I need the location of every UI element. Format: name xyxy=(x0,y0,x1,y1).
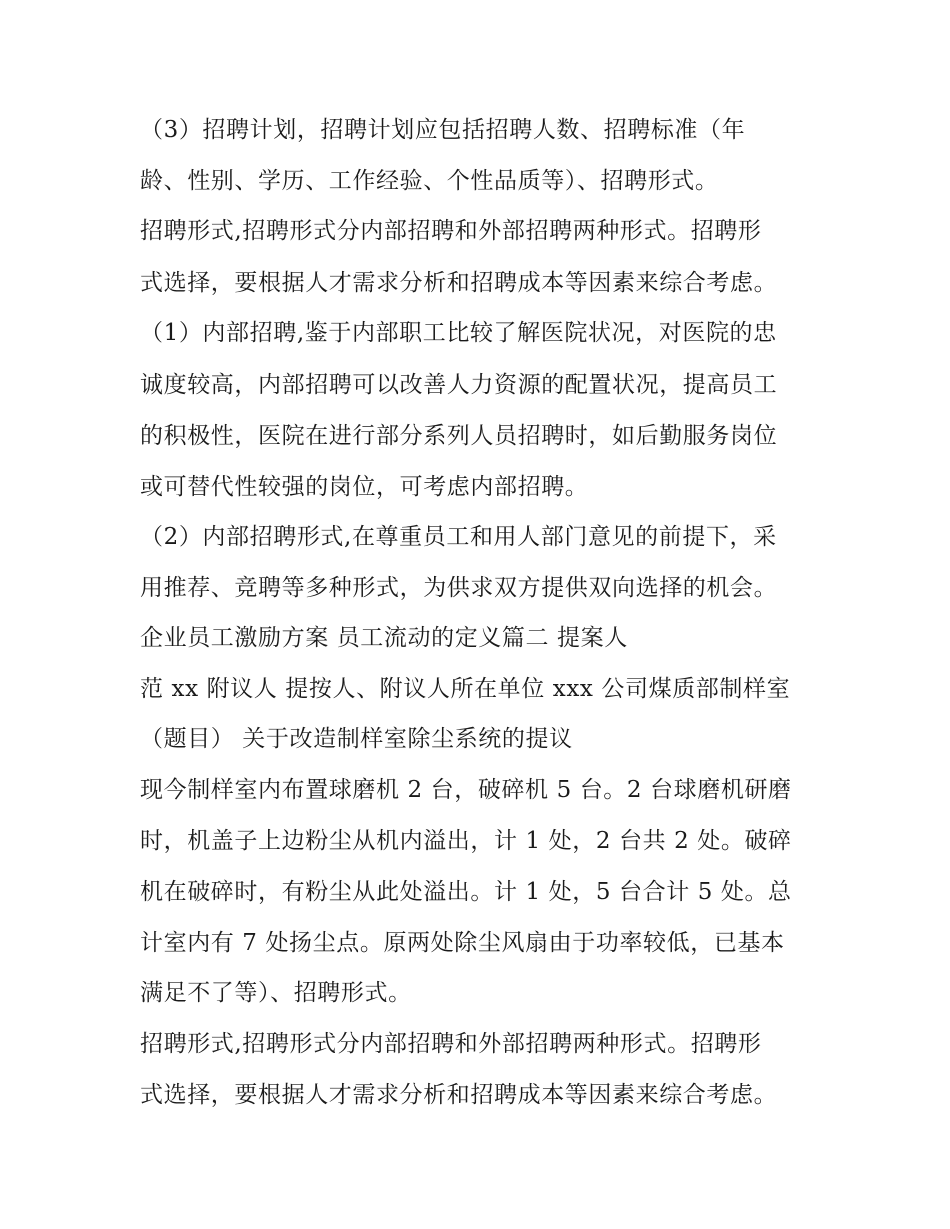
text-line: 现今制样室内布置球磨机 2 台，破碎机 5 台。2 台球磨机研磨 xyxy=(140,777,792,803)
text-line: 企业员工激励方案 员工流动的定义篇二 提案人 xyxy=(140,625,628,651)
text-line: 龄、性别、学历、工作经验、个性品质等）、招聘形式。 xyxy=(140,168,719,194)
text-line: 机在破碎时，有粉尘从此处溢出。计 1 处，5 台合计 5 处。总 xyxy=(140,879,792,905)
text-line: 式选择，要根据人才需求分析和招聘成本等因素来综合考虑。 xyxy=(140,1082,778,1108)
text-line: （2）内部招聘形式,在尊重员工和用人部门意见的前提下，采 xyxy=(140,524,777,550)
text-line: 时，机盖子上边粉尘从机内溢出，计 1 处，2 台共 2 处。破碎 xyxy=(140,828,792,854)
text-line: （1）内部招聘,鉴于内部职工比较了解医院状况，对医院的忠 xyxy=(140,320,777,346)
text-line: 诚度较高，内部招聘可以改善人力资源的配置状况，提高员工 xyxy=(140,372,778,398)
text-line: 用推荐、竞聘等多种形式，为供求双方提供双向选择的机会。 xyxy=(140,575,778,601)
text-line: 满足不了等）、招聘形式。 xyxy=(140,980,412,1006)
text-line: （题目） 关于改造制样室除尘系统的提议 xyxy=(140,726,573,752)
text-line: 式选择，要根据人才需求分析和招聘成本等因素来综合考虑。 xyxy=(140,270,778,296)
text-line: 计室内有 7 处扬尘点。原两处除尘风扇由于功率较低，已基本 xyxy=(140,930,785,956)
text-line: 或可替代性较强的岗位，可考虑内部招聘。 xyxy=(140,474,589,500)
text-line: 招聘形式,招聘形式分内部招聘和外部招聘两种形式。招聘形 xyxy=(140,1031,762,1057)
text-line: （3）招聘计划，招聘计划应包括招聘人数、招聘标准（年 xyxy=(140,117,746,143)
text-line: 范 xx 附议人 提按人、附议人所在单位 xxx 公司煤质部制样室 xyxy=(140,676,791,702)
text-line: 招聘形式,招聘形式分内部招聘和外部招聘两种形式。招聘形 xyxy=(140,218,762,244)
text-line: 的积极性，医院在进行部分系列人员招聘时，如后勤服务岗位 xyxy=(140,423,778,449)
